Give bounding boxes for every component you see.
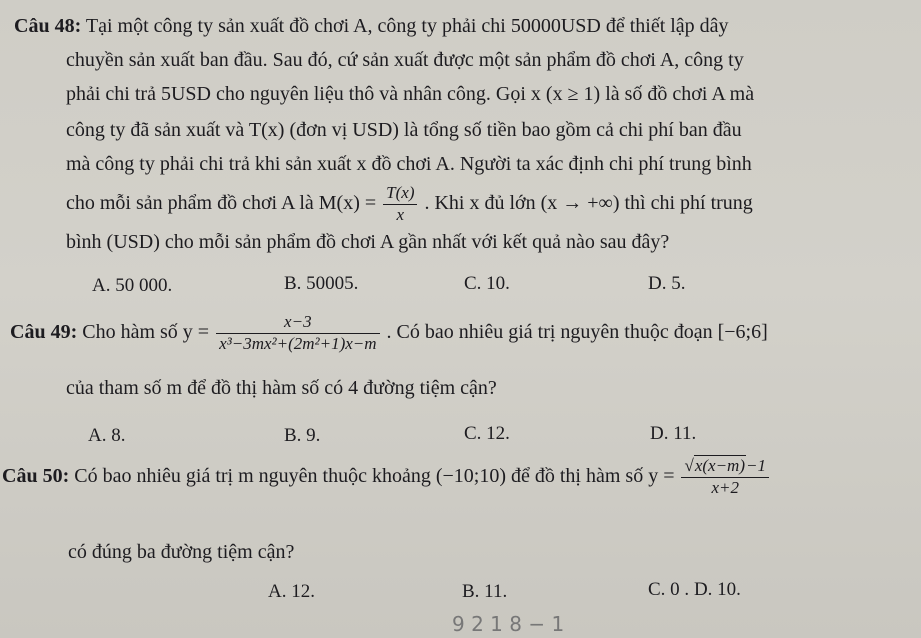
q48-fraction — [383, 184, 417, 224]
handwritten-scribble: 9 2 1 8 − 1 — [452, 612, 565, 636]
q50-option-b: B. 11. — [462, 581, 508, 602]
q49-option-d: D. 11. — [650, 423, 697, 444]
q49-option-b: B. 9. — [284, 425, 321, 446]
q48-line6-pre: cho mỗi sản phẩm đồ chơi A là M(x) = — [66, 192, 377, 214]
q48-line3: phải chi trả 5USD cho nguyên liệu thô và nhân công. Gọi x (x ≥ 1) là số đồ chơi A mà — [66, 83, 755, 105]
q49-fraction-num: x−3 — [216, 313, 379, 334]
q49-option-c: C. 12. — [464, 423, 510, 444]
q48-line5: mà công ty phải chi trả khi sản xuất x đồ chơi A. Người ta xác định chi phí trung bình — [66, 153, 752, 175]
q48-text-1: Tại một công ty sản xuất đồ chơi A, công ty phải chi 50000USD để thiết lập dây — [85, 15, 729, 37]
q50-fraction-den: x+2 — [711, 477, 739, 497]
q48-line6-post: . Khi x đủ lớn (x → +∞) thì chi phí trung — [424, 192, 753, 214]
q48-line2: chuyền sản xuất ban đầu. Sau đó, cứ sản xuất được một sản phẩm đồ chơi A, công ty — [66, 49, 744, 71]
q50-option-a: A. 12. — [268, 581, 315, 602]
q48-option-b: B. 50005. — [284, 273, 359, 294]
q50-fraction-num: √x(x−m)−1 — [681, 457, 769, 478]
q49-line2: của tham số m để đồ thị hàm số có 4 đường tiệm cận? — [66, 377, 497, 399]
q49-pre: Cho hàm số y = — [82, 321, 210, 343]
q50-pre: Có bao nhiêu giá trị m nguyên thuộc khoảng (−10;10) để đồ thị hàm số y = — [74, 465, 675, 487]
q49-fraction-den: x³−3mx²+(2m²+1)x−m — [219, 333, 377, 353]
q50-option-c-d — [648, 578, 741, 602]
q48-line7: bình (USD) cho mỗi sản phẩm đồ chơi A gần nhất với kết quả nào sau đây? — [66, 231, 670, 253]
q50-fraction — [681, 457, 769, 497]
q49-label: Câu 49: — [10, 321, 78, 343]
q50-label: Câu 50: — [2, 465, 70, 487]
q50-num-post: −1 — [746, 456, 766, 476]
q50-line2: có đúng ba đường tiệm cận? — [68, 541, 295, 563]
q50-sqrt-body: x(x−m) — [694, 456, 745, 476]
q50-option-c: C. 0 . — [648, 579, 690, 600]
q48-option-c: C. 10. — [464, 273, 510, 294]
q48-line6 — [66, 180, 753, 226]
q50-line1 — [2, 446, 771, 506]
q48-label: Câu 48: — [14, 15, 82, 37]
q49-line1 — [10, 302, 768, 362]
q48-fraction-den: x — [396, 204, 405, 224]
q49-fraction — [216, 313, 379, 353]
q48-line1 — [14, 14, 729, 38]
q49-post: . Có bao nhiêu giá trị nguyên thuộc đoạn [−6;6] — [386, 321, 768, 343]
q48-option-d: D. 5. — [648, 273, 686, 294]
q48-option-a: A. 50 000. — [92, 275, 173, 296]
q49-option-a: A. 8. — [88, 425, 126, 446]
q48-fraction-num: T(x) — [383, 184, 417, 205]
q50-option-d: D. 10. — [693, 579, 741, 600]
q48-line4: công ty đã sản xuất và T(x) (đơn vị USD) là tổng số tiền bao gồm cả chi phí ban đầu — [66, 119, 742, 141]
